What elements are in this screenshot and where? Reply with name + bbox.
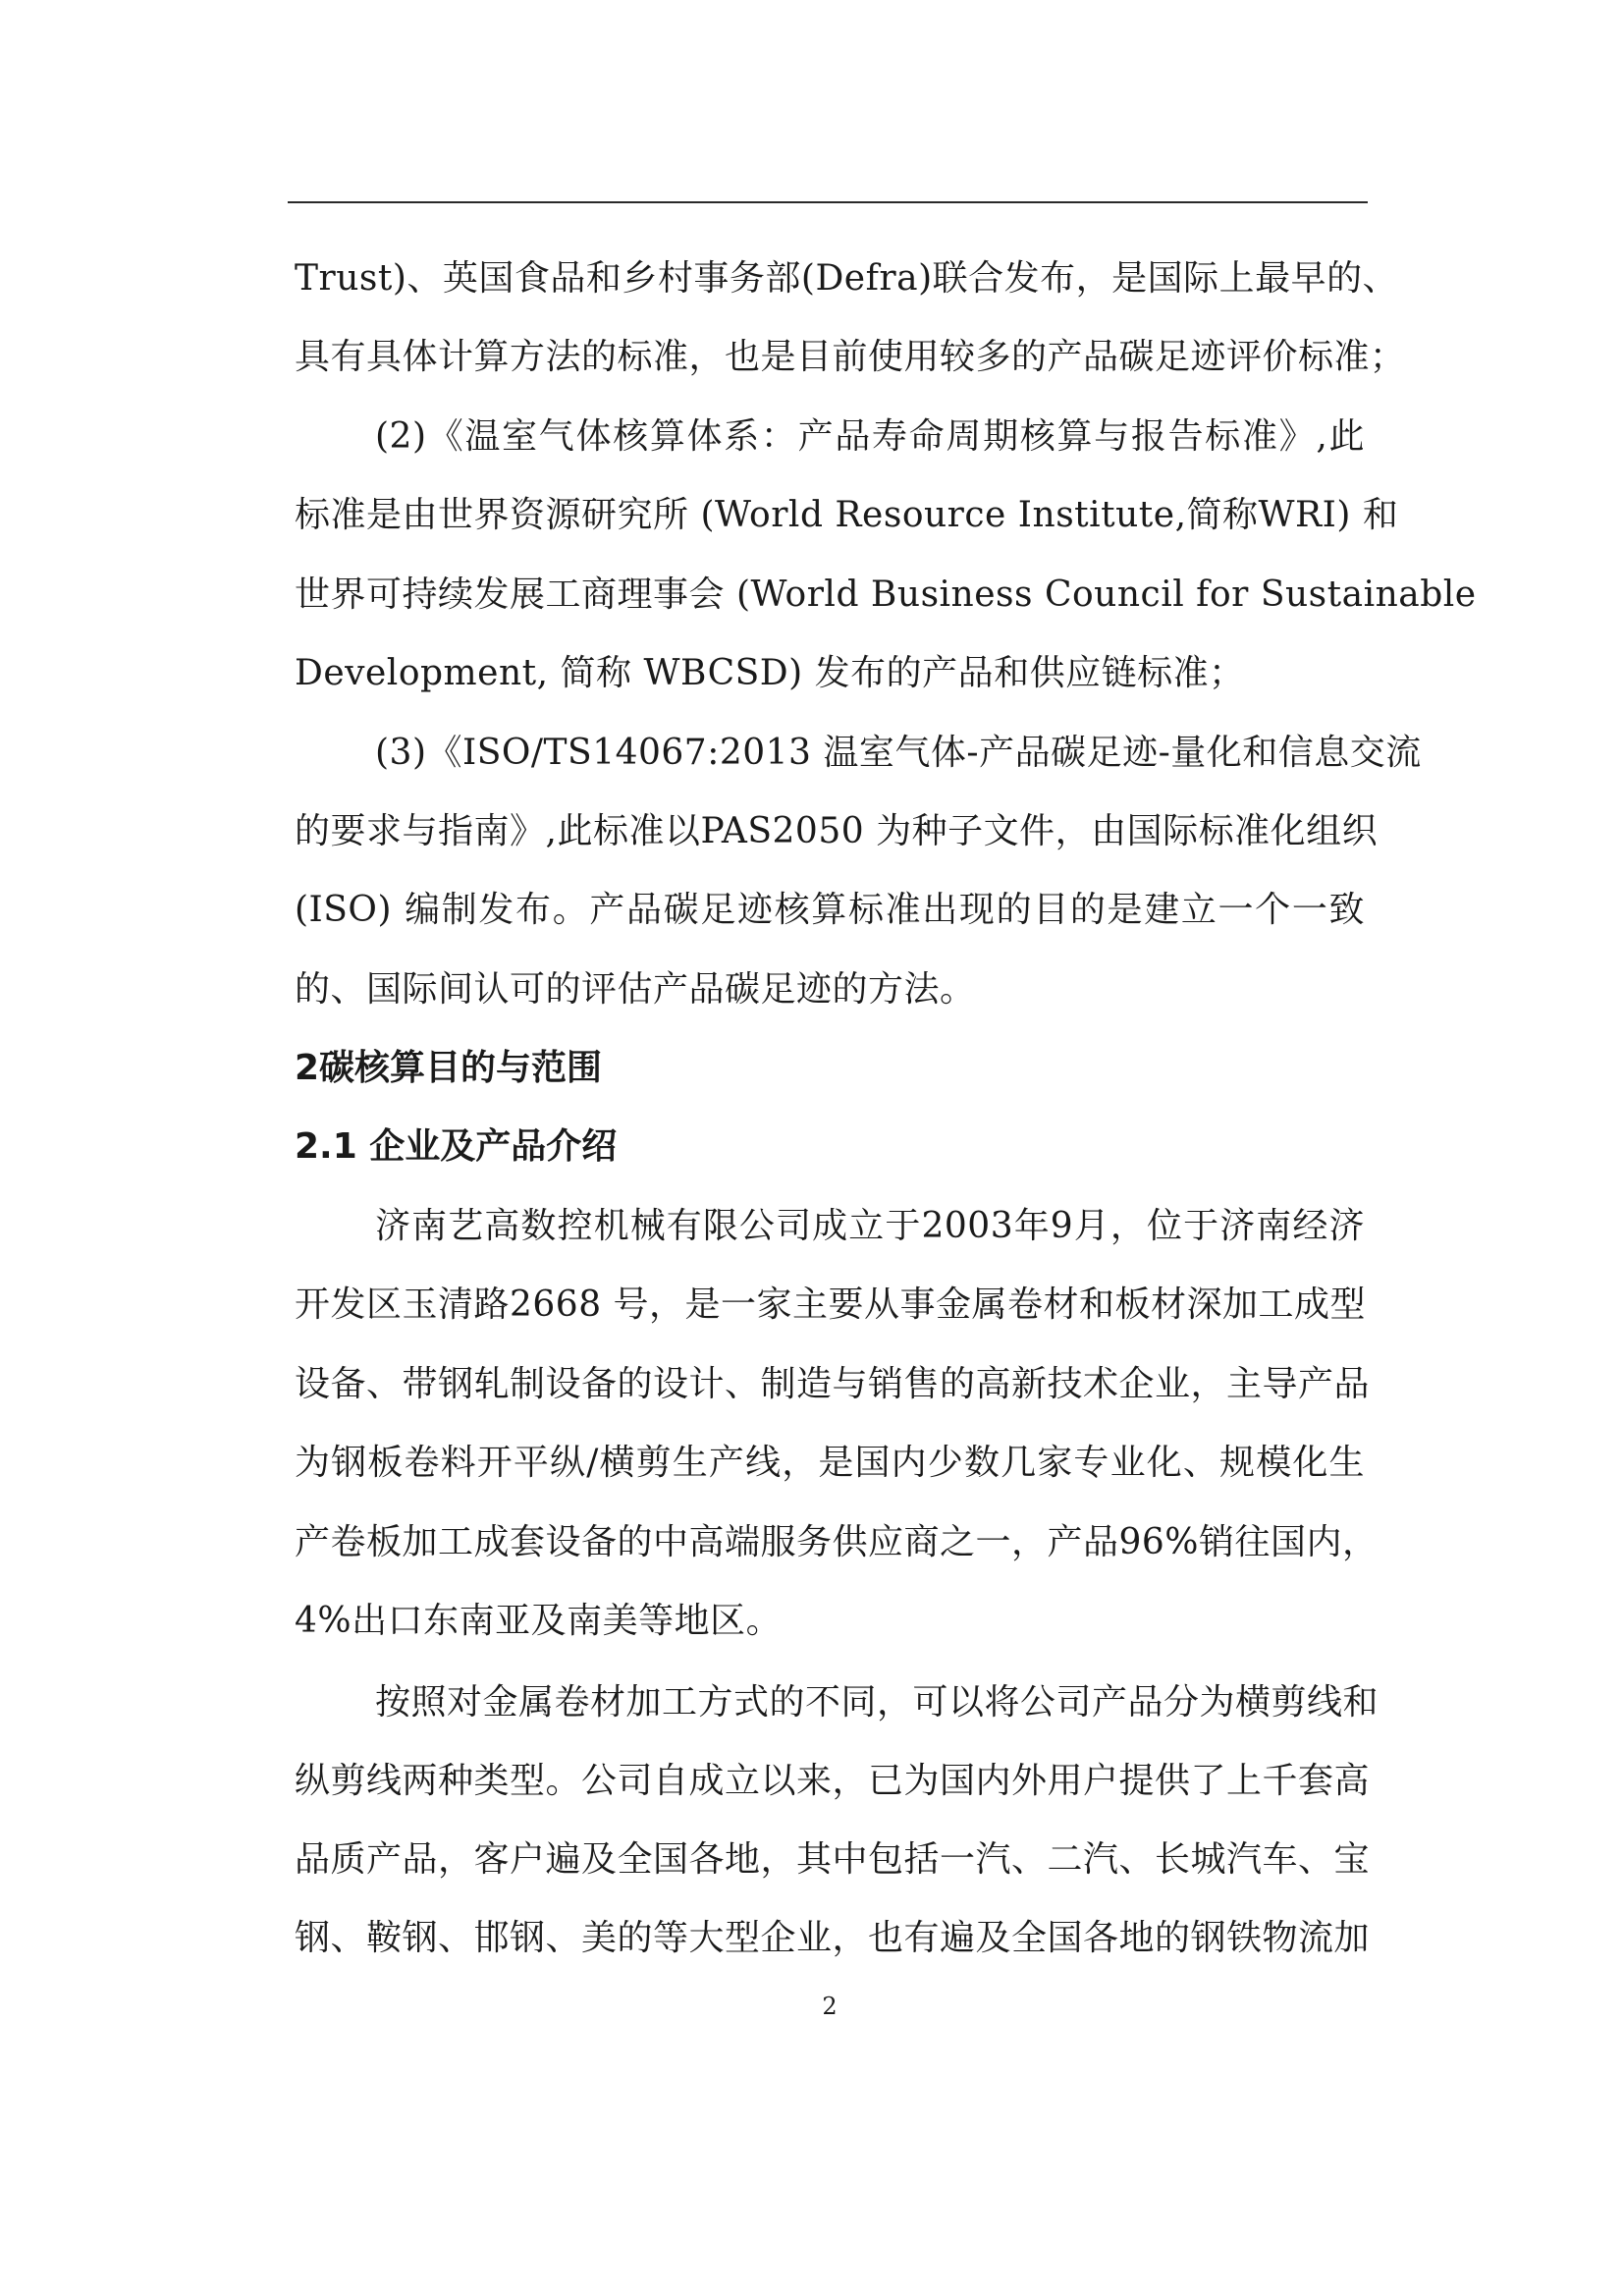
paragraph-line: 济南艺高数控机械有限公司成立于2003年9月，位于济南经济 (375, 1206, 1365, 1246)
paragraph-line: 标准是由世界资源研究所 (World Resource Institute,简称WRI) 和 (295, 495, 1399, 535)
paragraph-line: Development, 简称 WBCSD) 发布的产品和供应链标准； (295, 653, 1245, 693)
paragraph-line: 开发区玉清路2668 号，是一家主要从事金属卷材和板材深加工成型 (295, 1285, 1367, 1325)
subsection-heading: 2.1 企业及产品介绍 (295, 1126, 618, 1167)
section-heading: 2碳核算目的与范围 (295, 1048, 603, 1088)
paragraph-line: 钢、鞍钢、邯钢、美的等大型企业，也有遍及全国各地的钢铁物流加 (295, 1918, 1371, 1958)
paragraph-line: 品质产品，客户遍及全国各地，其中包括一汽、二汽、长城汽车、宝 (295, 1839, 1371, 1880)
paragraph-line: 的要求与指南》,此标准以PAS2050 为种子文件，由国际标准化组织 (295, 811, 1379, 851)
paragraph-line: 纵剪线两种类型。公司自成立以来，已为国内外用户提供了上千套高 (295, 1761, 1371, 1801)
paragraph-line: 世界可持续发展工商理事会 (World Business Council for Sustainable (295, 574, 1477, 615)
paragraph-line: 4%出口东南亚及南美等地区。 (295, 1601, 783, 1641)
header-rule (288, 201, 1368, 203)
paragraph-line: 按照对金属卷材加工方式的不同，可以将公司产品分为横剪线和 (375, 1682, 1380, 1722)
paragraph-line: 的、国际间认可的评估产品碳足迹的方法。 (295, 969, 976, 1010)
paragraph-line: (2)《温室气体核算体系：产品寿命周期核算与报告标准》,此 (375, 416, 1365, 457)
paragraph-line: 设备、带钢轧制设备的设计、制造与销售的高新技术企业，主导产品 (295, 1364, 1371, 1404)
paragraph-line: Trust)、英国食品和乡村事务部(Defra)联合发布，是国际上最早的、 (295, 258, 1399, 299)
paragraph-line: 具有具体计算方法的标准，也是目前使用较多的产品碳足迹评价标准； (295, 337, 1406, 377)
paragraph-line: (ISO) 编制发布。产品碳足迹核算标准出现的目的是建立一个一致 (295, 890, 1365, 930)
paragraph-line: 为钢板卷料开平纵/横剪生产线，是国内少数几家专业化、规模化生 (295, 1443, 1365, 1483)
paragraph-line: (3)《ISO/TS14067:2013 温室气体-产品碳足迹-量化和信息交流 (375, 733, 1422, 773)
page-number: 2 (822, 1993, 838, 2020)
paragraph-line: 产卷板加工成套设备的中高端服务供应商之一，产品96%销往国内， (295, 1522, 1379, 1562)
